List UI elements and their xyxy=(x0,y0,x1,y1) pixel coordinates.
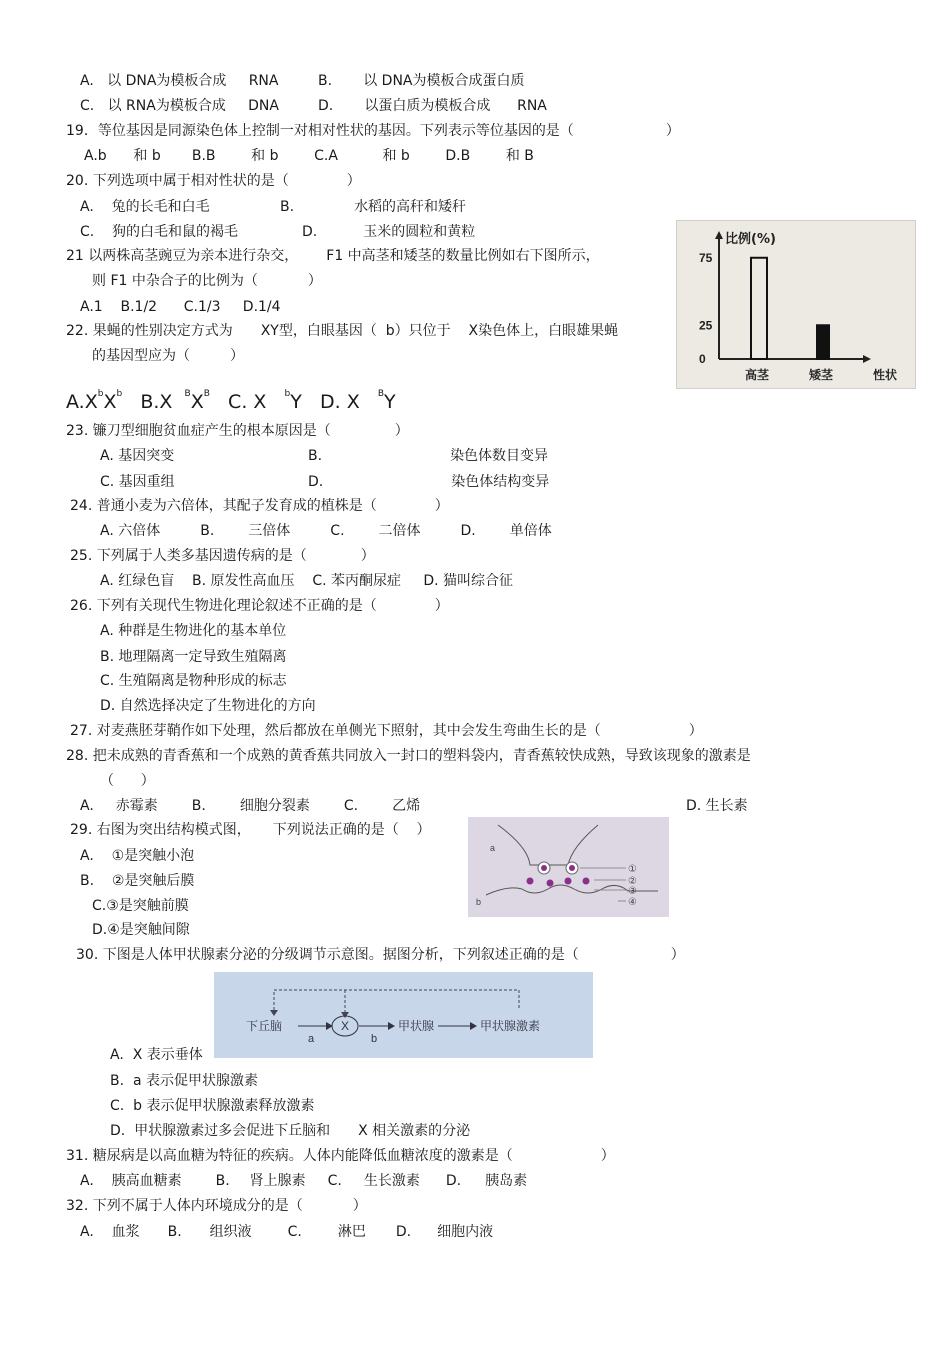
q30-stem: 30. 下图是人体甲状腺素分泌的分级调节示意图。据图分析，下列叙述正确的是（ ） xyxy=(76,947,685,963)
arrow-head-icon xyxy=(270,1010,278,1016)
thyroid-regulation-figure xyxy=(214,972,593,1058)
vesicle-core xyxy=(541,865,547,871)
q30-option-b: B. a 表示促甲状腺激素 xyxy=(110,1073,258,1089)
y-axis-label: 比例(%) xyxy=(725,232,776,247)
q18-option-a: A. 以 DNA为模板合成 RNA xyxy=(80,73,279,89)
q24-options: A. 六倍体 B. 三倍体 C. 二倍体 D. 单倍体 xyxy=(100,523,552,539)
q20-option-a: A. 兔的长毛和白毛 xyxy=(80,199,210,215)
x-axis-label: 性状 xyxy=(873,368,898,382)
arrow-head-icon xyxy=(470,1022,477,1030)
synapse-figure xyxy=(468,817,669,917)
bar-tall-stem xyxy=(751,258,767,359)
q28-stem: 28. 把未成熟的青香蕉和一个成熟的黄香蕉共同放入一封口的塑料袋内，青香蕉较快成熟，导致该现象的激素是 xyxy=(66,748,751,764)
q18-option-c: C. 以 RNA为模板合成 DNA xyxy=(80,98,279,114)
x-category-label: 矮茎 xyxy=(809,368,834,382)
q30-option-a: A. X 表示垂体 xyxy=(110,1047,203,1063)
q22-stem-line2: 的基因型应为（ ） xyxy=(92,348,244,364)
marker-3: ③ xyxy=(628,886,637,897)
q29-option-b: B. ②是突触后膜 xyxy=(80,873,195,889)
q31-stem: 31. 糖尿病是以高血糖为特征的疾病。人体内能降低血糖浓度的激素是（ ） xyxy=(66,1148,615,1164)
q20-option-b: B. 水稻的高秆和矮秆 xyxy=(280,199,467,215)
q28-options: A. 赤霉素 B. 细胞分裂素 C. 乙烯 xyxy=(80,798,421,814)
ratio-bar-chart-svg xyxy=(677,221,915,388)
q29-option-d: D.④是突触间隙 xyxy=(92,922,190,938)
q20-option-c: C. 狗的白毛和鼠的褐毛 xyxy=(80,224,239,240)
q28-option-d: D. 生长素 xyxy=(686,798,748,814)
label-b: b xyxy=(476,897,482,907)
marker-2: ② xyxy=(628,876,637,887)
bar-short-stem xyxy=(817,325,829,359)
q23-option-a: A. 基因突变 xyxy=(100,448,175,464)
x-label: X xyxy=(341,1019,350,1033)
q23-option-c: C. 基因重组 xyxy=(100,474,175,490)
q22-stem-line1: 22. 果蝇的性别决定方式为 XY型，白眼基因（ b）只位于 X染色体上，白眼雄果蝇 xyxy=(66,323,619,339)
arrow-head-icon xyxy=(341,1012,349,1018)
q21-stem-line1: 21 以两株高茎豌豆为亲本进行杂交， F1 中高茎和矮茎的数量比例如右下图所示， xyxy=(66,248,600,264)
q29-option-c: C.③是突触前膜 xyxy=(92,898,189,914)
marker-1: ① xyxy=(628,864,637,875)
q22-option-a: $A.X^bX^b$ xyxy=(66,389,123,413)
q24-stem: 24. 普通小麦为六倍体，其配子发育成的植株是（ ） xyxy=(70,498,449,514)
q26-option-d: D. 自然选择决定了生物进化的方向 xyxy=(100,698,316,714)
y-tick-label: 0 xyxy=(699,352,706,366)
q29-option-a: A. ①是突触小泡 xyxy=(80,848,195,864)
presynaptic-membrane xyxy=(498,825,598,865)
q18-option-d: D. 以蛋白质为模板合成 RNA xyxy=(318,98,547,114)
q30-option-d: D. 甲状腺激素过多会促进下丘脑和 X 相关激素的分泌 xyxy=(110,1123,471,1139)
q23-option-b: B. 染色体数目变异 xyxy=(308,448,549,464)
q28-paren: （ ） xyxy=(100,773,155,789)
q27-stem: 27. 对麦燕胚芽鞘作如下处理，然后都放在单侧光下照射，其中会发生弯曲生长的是（ ） xyxy=(70,723,703,739)
q32-stem: 32. 下列不属于人体内环境成分的是（ ） xyxy=(66,1198,367,1214)
hypothalamus-label: 下丘脑 xyxy=(246,1019,283,1033)
synapse-svg xyxy=(468,817,669,917)
q30-option-c: C. b 表示促甲状腺激素释放激素 xyxy=(110,1098,315,1114)
q21-stem-line2: 则 F1 中杂合子的比例为（ ） xyxy=(92,273,322,289)
thyroid-hormone-label: 甲状腺激素 xyxy=(480,1019,541,1033)
transmitter-dot xyxy=(565,878,572,885)
arrow-b-label: b xyxy=(371,1033,378,1045)
q32-options: A. 血浆 B. 组织液 C. 淋巴 D. 细胞内液 xyxy=(80,1224,494,1240)
q21-options: A.1 B.1/2 C.1/3 D.1/4 xyxy=(80,299,281,315)
q19-stem: 19．等位基因是同源染色体上控制一对相对性状的基因。下列表示等位基因的是（ ） xyxy=(66,123,680,139)
q25-options: A. 红绿色盲 B. 原发性高血压 C. 苯丙酮尿症 D. 猫叫综合征 xyxy=(100,573,514,589)
arrow-head-icon xyxy=(388,1022,395,1030)
y-tick-label: 75 xyxy=(699,250,713,265)
q22-option-b: B.X $^BX^B$ xyxy=(140,389,210,413)
y-tick-label: 25 xyxy=(699,318,713,333)
q25-stem: 25. 下列属于人类多基因遗传病的是（ ） xyxy=(70,548,375,564)
x-category-label: 高茎 xyxy=(745,368,770,382)
q26-stem: 26. 下列有关现代生物进化理论叙述不正确的是（ ） xyxy=(70,598,449,614)
label-a: a xyxy=(490,843,496,853)
q19-options: A.b 和 b B.B 和 b C.A 和 b D.B 和 B xyxy=(84,148,534,164)
y-axis-arrow-icon xyxy=(715,231,723,239)
vesicle-core xyxy=(569,865,575,871)
transmitter-dot xyxy=(547,880,554,887)
ratio-bar-chart xyxy=(676,220,916,389)
q20-stem: 20. 下列选项中属于相对性状的是（ ） xyxy=(66,173,361,189)
q23-option-d: D. 染色体结构变异 xyxy=(308,474,550,490)
marker-4: ④ xyxy=(628,897,637,908)
q26-option-c: C. 生殖隔离是物种形成的标志 xyxy=(100,673,287,689)
q26-option-a: A. 种群是生物进化的基本单位 xyxy=(100,623,287,639)
transmitter-dot xyxy=(527,878,534,885)
q23-stem: 23. 镰刀型细胞贫血症产生的根本原因是（ ） xyxy=(66,423,409,439)
thyroid-label: 甲状腺 xyxy=(398,1019,435,1033)
q20-option-d: D. 玉米的圆粒和黄粒 xyxy=(302,224,476,240)
q22-option-c: C. X $^b$Y xyxy=(228,389,302,413)
q26-option-b: B. 地理隔离一定导致生殖隔离 xyxy=(100,649,287,665)
q22-options xyxy=(66,382,396,414)
q29-stem: 29. 右图为突出结构模式图， 下列说法正确的是（ ） xyxy=(70,822,431,838)
transmitter-dot xyxy=(583,878,590,885)
x-axis-arrow-icon xyxy=(863,355,871,363)
q18-option-b: B. 以 DNA为模板合成蛋白质 xyxy=(318,73,525,89)
arrow-a-label: a xyxy=(308,1033,315,1045)
thyroid-regulation-svg xyxy=(214,972,593,1058)
q22-option-d: D. X $^B$Y xyxy=(320,389,396,413)
q31-options: A. 胰高血糖素 B. 肾上腺素 C. 生长激素 D. 胰岛素 xyxy=(80,1173,528,1189)
